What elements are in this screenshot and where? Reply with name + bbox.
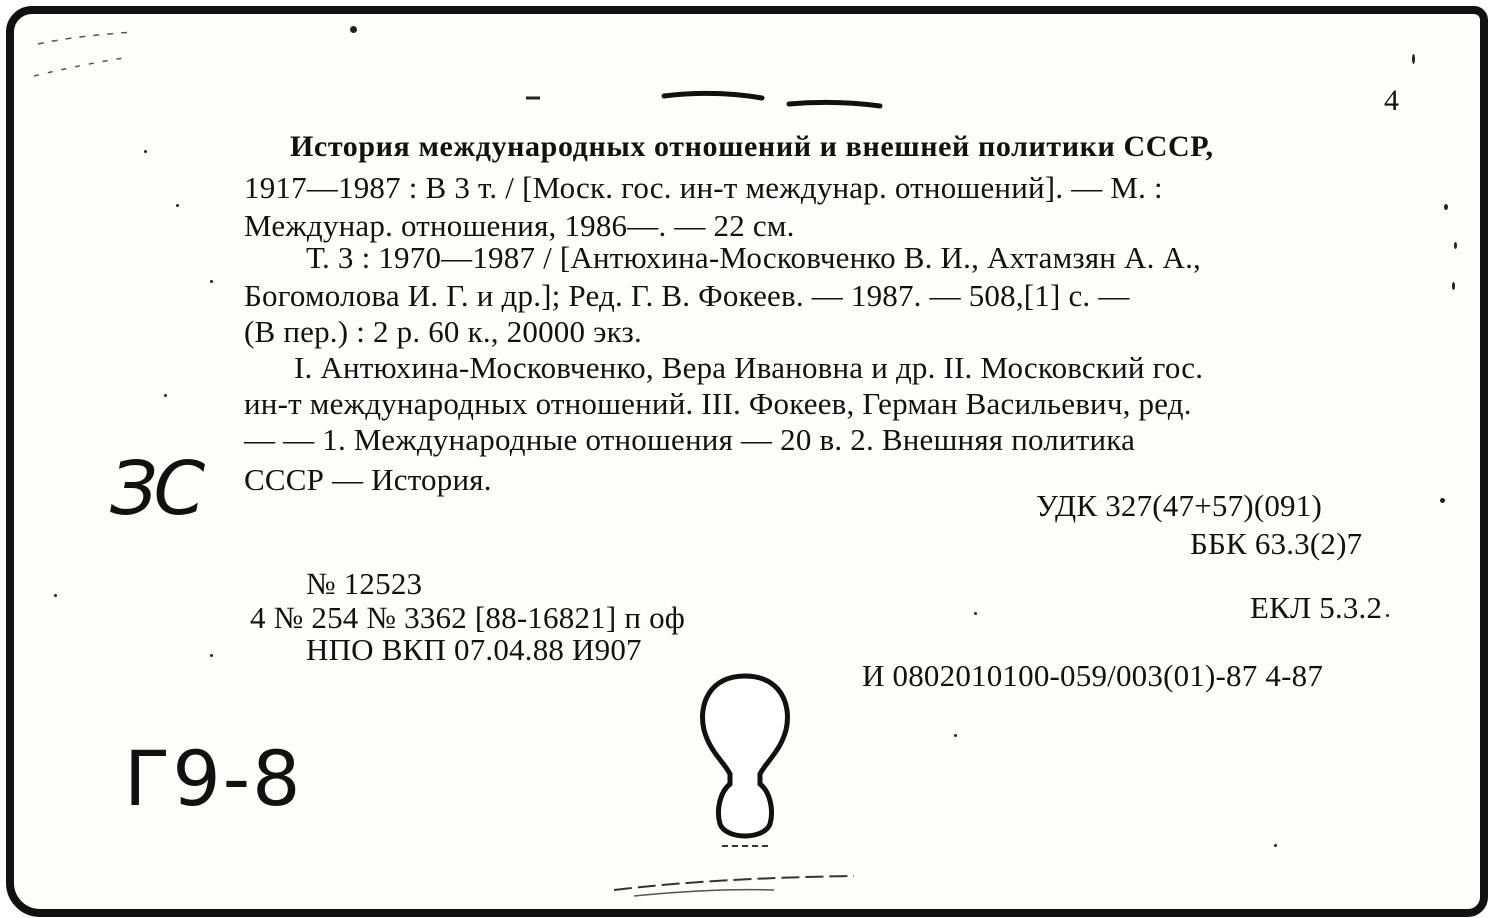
ekl-code: ЕКЛ 5.3.2 [1250,590,1383,625]
print-publisher: НПО ВКП 07.04.88 И907 [306,632,642,667]
speck [1386,614,1389,617]
entry-line: — — 1. Международные отношения — 20 в. 2. Внешняя политика [244,422,1136,457]
entry-line: I. Антюхина-Московченко, Вера Ивановна и др. II. Московский гос. [294,350,1204,385]
speck [1412,54,1415,64]
speck [974,612,977,615]
handwritten-mark-top: ЗС [110,446,202,532]
entry-line: (В пер.) : 2 р. 60 к., 20000 экз. [244,314,642,349]
top-dashes [14,14,1480,134]
handwritten-mark-bottom: Г9-8 [124,734,303,823]
speck [1444,204,1448,210]
speck [144,150,147,153]
udk-code: УДК 327(47+57)(091) [1036,488,1322,523]
index-code: И 0802010100-059/003(01)-87 4-87 [862,658,1324,693]
speck [350,26,357,33]
entry-line: ин-т международных отношений. III. Фокеев, Герман Васильевич, ред. [244,386,1192,421]
speck [210,280,213,283]
print-number: № 12523 [306,566,423,601]
speck [1454,242,1457,249]
entry-line: 1917—1987 : В 3 т. / [Моск. гос. ин-т междунар. отношений]. — М. : [244,170,1163,205]
bbk-code: ББК 63.3(2)7 [1190,526,1363,561]
speck [164,394,167,397]
speck [54,594,57,597]
catalog-card [6,6,1488,917]
bottom-smudge [14,854,1480,904]
entry-line: Междунар. отношения, 1986—. — 22 см. [244,208,795,243]
entry-line: СССР — История. [244,462,492,497]
entry-line: Т. 3 : 1970—1987 / [Антюхина-Московченко В. И., Ахтамзян А. А., [306,240,1202,275]
speck [1452,282,1455,290]
card-number: 4 [1384,84,1400,117]
speck [954,734,957,737]
speck [1274,844,1277,847]
entry-line: Богомолова И. Г. и др.]; Ред. Г. В. Фокеев. — 1987. — 508,[1] с. — [244,278,1130,313]
print-order: 4 № 254 № 3362 [88-16821] п оф [250,600,686,635]
entry-heading: История международных отношений и внешней политики СССР, [290,130,1214,163]
speck [1440,498,1445,503]
keyhole-punch-icon [690,664,800,854]
speck [176,204,179,207]
speck [210,654,213,657]
